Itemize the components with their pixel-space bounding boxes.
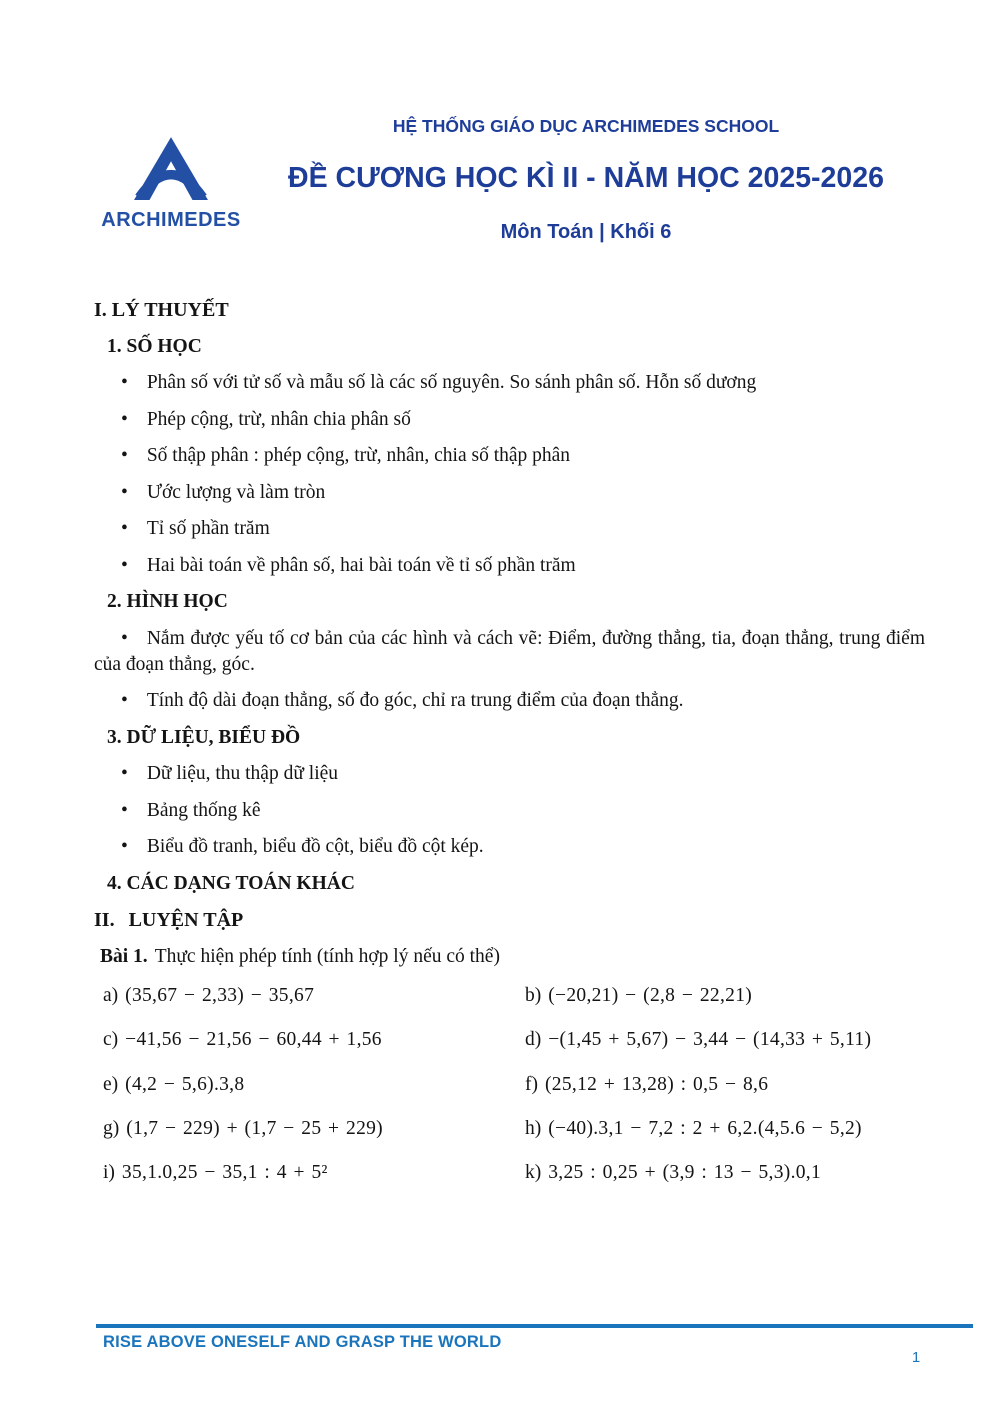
problem-expression: (−20,21) − (2,8 − 22,21): [548, 985, 753, 1007]
problem-expression: −(1,45 + 5,67) − 3,44 − (14,33 + 5,11): [548, 1029, 872, 1051]
exercise1-label: Bài 1.: [100, 945, 148, 967]
problem-item: [94, 974, 516, 1018]
bullet-item: • Nắm được yếu tố cơ bản của các hình và cách vẽ: Điểm, đường thẳng, tia, đoạn thẳng, trung điểm của đoạn thẳng, góc.: [94, 626, 925, 678]
footer-motto: RISE ABOVE ONESELF AND GRASP THE WORLD: [103, 1333, 502, 1351]
bullet-item: • Số thập phân : phép cộng, trừ, nhân, chia số thập phân: [94, 443, 925, 469]
problem-item: [94, 1018, 516, 1062]
bullet-item: • Tỉ số phần trăm: [94, 516, 925, 542]
bullet-item: • Bảng thống kê: [94, 798, 925, 824]
document-body: [94, 297, 925, 1195]
archimedes-a-icon: [128, 134, 214, 204]
section-title-hinh-hoc: 2. HÌNH HỌC: [107, 591, 228, 612]
problem-label: g): [103, 1118, 120, 1140]
section-title-cac-dang-khac: 4. CÁC DẠNG TOÁN KHÁC: [107, 872, 355, 894]
document-header: [255, 115, 917, 245]
problem-expression: −41,56 − 21,56 − 60,44 + 1,56: [125, 1029, 382, 1051]
practice-heading: [94, 907, 925, 933]
problem-expression: 35,1.0,25 − 35,1 : 4 + 5²: [121, 1162, 328, 1184]
school-name: HỆ THỐNG GIÁO DỤC ARCHIMEDES SCHOOL: [392, 116, 780, 136]
bullet-item: • Tính độ dài đoạn thẳng, số đo góc, chỉ ra trung điểm của đoạn thẳng.: [94, 688, 925, 714]
bullet-item: • Phân số với tử số và mẫu số là các số nguyên. So sánh phân số. Hỗn số dương: [94, 370, 925, 396]
problem-expression: (35,67 − 2,33) − 35,67: [125, 985, 315, 1007]
problem-label: c): [103, 1029, 119, 1051]
problem-item: [516, 1018, 925, 1062]
bullet-item: • Hai bài toán về phân số, hai bài toán về tỉ số phần trăm: [94, 553, 925, 579]
problem-label: f): [525, 1073, 538, 1095]
practice-heading-text: LUYỆN TẬP: [128, 909, 244, 931]
problem-expression: (1,7 − 229) + (1,7 − 25 + 229): [126, 1118, 383, 1140]
problem-item: [516, 1107, 925, 1151]
bullet-item: • Ước lượng và làm tròn: [94, 480, 925, 506]
problem-item: [94, 1107, 516, 1151]
problem-expression: 3,25 : 0,25 + (3,9 : 13 − 5,3).0,1: [548, 1162, 822, 1184]
subject-grade-line: Môn Toán | Khối 6: [500, 221, 672, 243]
problem-item: [94, 1063, 516, 1107]
problem-item: [516, 1151, 925, 1195]
theory-heading: I. LÝ THUYẾT: [94, 299, 229, 321]
logo-wordmark: ARCHIMEDES: [101, 209, 241, 231]
section-title-so-hoc: 1. SỐ HỌC: [107, 335, 202, 357]
bullet-item: • Phép cộng, trừ, nhân chia phân số: [94, 407, 925, 433]
bullet-item: • Dữ liệu, thu thập dữ liệu: [94, 761, 925, 787]
problem-label: b): [525, 985, 542, 1007]
problem-label: i): [103, 1162, 115, 1184]
problem-item: [516, 974, 925, 1018]
exercise1-problem-grid: [94, 974, 925, 1195]
problem-label: e): [103, 1073, 119, 1095]
bullet-item: • Biểu đồ tranh, biểu đồ cột, biểu đồ cột kép.: [94, 834, 925, 860]
problem-expression: (4,2 − 5,6).3,8: [125, 1073, 245, 1095]
problem-expression: (−40).3,1 − 7,2 : 2 + 6,2.(4,5.6 − 5,2): [548, 1118, 862, 1140]
footer-divider: [96, 1324, 973, 1328]
problem-label: h): [525, 1118, 542, 1140]
problem-label: d): [525, 1029, 542, 1051]
document-title: ĐỀ CƯƠNG HỌC KÌ II - NĂM HỌC 2025-2026: [288, 162, 884, 194]
problem-label: a): [103, 985, 119, 1007]
problem-item: [94, 1151, 516, 1195]
problem-expression: (25,12 + 13,28) : 0,5 − 8,6: [545, 1073, 769, 1095]
archimedes-logo: [98, 134, 244, 232]
problem-item: [516, 1063, 925, 1107]
section-title-du-lieu: 3. DỮ LIỆU, BIỂU ĐỒ: [107, 726, 301, 748]
problem-label: k): [525, 1162, 542, 1184]
exercise1-instruction: Thực hiện phép tính (tính hợp lý nếu có thể): [154, 945, 500, 967]
page-number: 1: [911, 1349, 921, 1366]
practice-heading-number: II.: [94, 909, 115, 931]
exercise1-intro: [100, 944, 925, 970]
